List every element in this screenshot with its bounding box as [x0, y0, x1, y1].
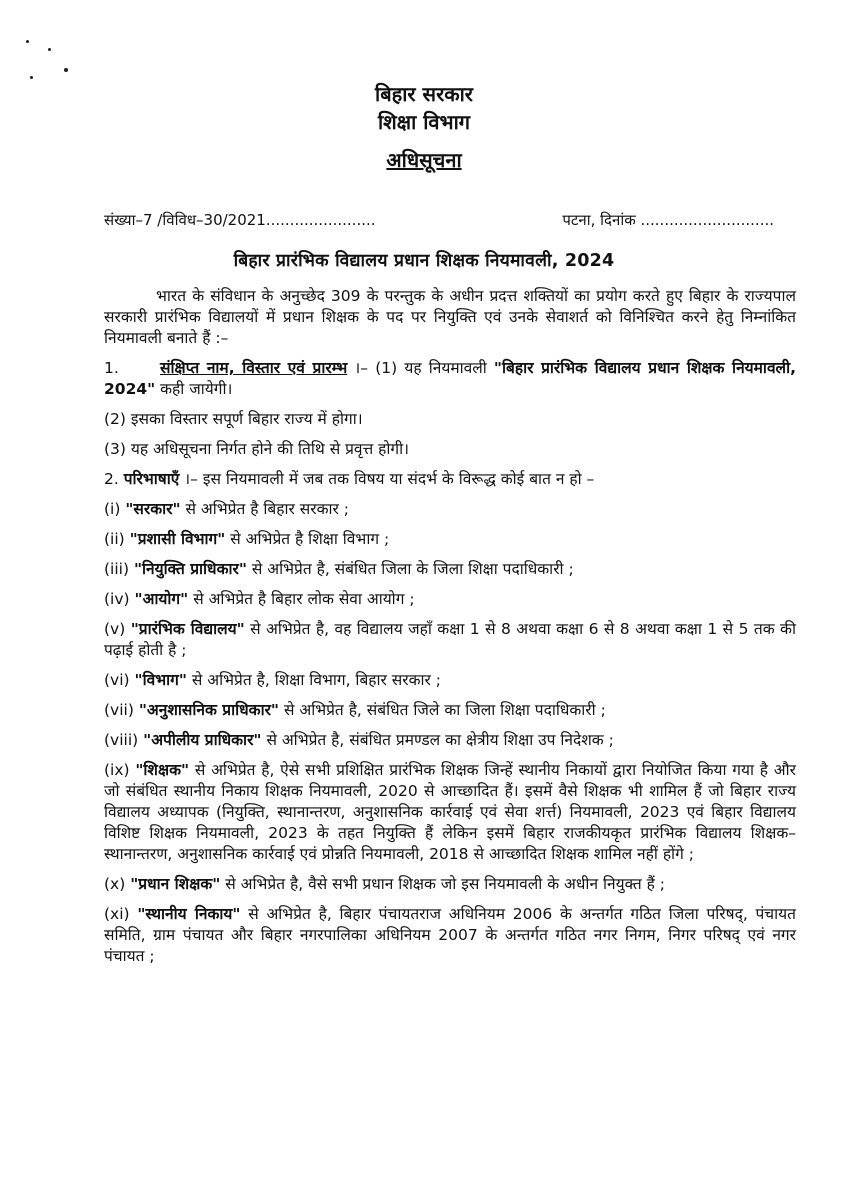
definition-text: से अभिप्रेत है, ऐसे सभी प्रशिक्षित प्रारंभिक शिक्षक जिन्हें स्थानीय निकायों द्वारा नियोजित किया गया है और जो संबंधित स्थानीय निकाय शिक्षक नियमावली, 2020 से आच्छादित हैं। इसमें वैसे शिक्षक भी शामिल हैं जो बिहार राज्य विद्यालय अध्यापक (नियुक्ति, स्थानान्तरण, अनुशासनिक कार्रवाई एवं सेवा शर्त्त) नियमावली, 2023 एवं बिहार विद्यालय विशिष्ट शिक्षक नियमावली, 2023 के तहत नियुक्ति हैं लेकिन इसमें बिहार राजकीयकृत प्रारंभिक विद्यालय शिक्षक–स्थानान्तरण, अनुशासनिक कार्रवाई एवं प्रोन्नति नियमावली, 2018 से आच्छादित शिक्षक शामिल नहीं होंगे ; — [104, 761, 796, 863]
reference-row — [104, 210, 774, 230]
definition-item — [104, 760, 796, 865]
definition-text: से अभिप्रेत है, वैसे सभी प्रधान शिक्षक जो इस नियमावली के अधीन नियुक्त हैं ; — [225, 875, 666, 893]
reference-number: संख्या–7 /विविध–30/2021....................... — [104, 211, 376, 229]
definition-item — [104, 904, 796, 967]
definition-text: से अभिप्रेत है, संबंधित प्रमण्डल का क्षेत्रीय शिक्षा उप निदेशक ; — [266, 731, 614, 749]
definition-number: (i) — [104, 500, 121, 518]
definition-term: "अनुशासनिक प्राधिकार" — [138, 701, 280, 719]
rule-number: 2. — [104, 470, 119, 488]
definition-number: (iv) — [104, 590, 130, 608]
rule-number: 1. — [104, 359, 119, 377]
definition-term: "प्रधान शिक्षक" — [130, 875, 221, 893]
department-heading: शिक्षा विभाग — [377, 110, 471, 134]
definition-number: (viii) — [104, 731, 139, 749]
government-heading: बिहार सरकार — [375, 82, 473, 106]
definition-term: "स्थानीय निकाय" — [137, 905, 241, 923]
rule-1-sub-3: (3) यह अधिसूचना निर्गत होने की तिथि से प्रवृत्त होगी। — [104, 440, 410, 458]
place-date: पटना, दिनांक ............................ — [562, 211, 774, 229]
definition-number: (xi) — [104, 905, 130, 923]
definition-term: "नियुक्ति प्राधिकार" — [133, 560, 247, 578]
definition-item — [104, 730, 796, 751]
definition-text: से अभिप्रेत है, संबंधित जिले का जिला शिक्षा पदाधिकारी ; — [283, 701, 606, 719]
rule-text: ।– (1) यह नियमावली — [354, 359, 487, 377]
definition-number: (ii) — [104, 530, 125, 548]
definition-term: "प्रारंभिक विद्यालय" — [130, 620, 245, 638]
definition-text: से अभिप्रेत है बिहार सरकार ; — [185, 500, 350, 518]
definition-item — [104, 499, 796, 520]
definition-term: "प्रशासी विभाग" — [129, 530, 226, 548]
definition-item — [104, 619, 796, 661]
rule-heading: परिभाषाएँ — [123, 470, 180, 488]
definition-number: (x) — [104, 875, 126, 893]
definition-number: (iii) — [104, 560, 130, 578]
rule-1-sub-2: (2) इसका विस्तार सपूर्ण बिहार राज्य में होगा। — [104, 410, 363, 428]
rule-2 — [104, 469, 796, 490]
definition-term: "शिक्षक" — [135, 761, 190, 779]
definition-text: से अभिप्रेत है, वह विद्यालय जहाँ कक्षा 1 से 8 अथवा कक्षा 6 से 8 अथवा कक्षा 1 से 5 तक की पढ़ाई होती है ; — [104, 620, 796, 659]
rules-name: "बिहार प्रारंभिक विद्यालय प्रधान शिक्षक नियमावली, 2024" — [104, 359, 796, 398]
definition-text: से अभिप्रेत है, संबंधित जिला के जिला शिक्षा पदाधिकारी ; — [251, 560, 574, 578]
definition-term: "आयोग" — [134, 590, 189, 608]
definition-term: "सरकार" — [125, 500, 181, 518]
definition-term: "अपीलीय प्राधिकार" — [143, 731, 262, 749]
definition-term: "विभाग" — [134, 671, 187, 689]
definition-number: (vi) — [104, 671, 130, 689]
definition-text: से अभिप्रेत है, शिक्षा विभाग, बिहार सरकार ; — [191, 671, 442, 689]
rule-text: ।– इस नियमावली में जब तक विषय या संदर्भ के विरूद्ध कोई बात न हो – — [184, 470, 595, 488]
notification-heading: अधिसूचना — [386, 148, 462, 172]
definition-item — [104, 559, 796, 580]
definition-item — [104, 670, 796, 691]
definition-number: (ix) — [104, 761, 130, 779]
rule-text: कही जायेगी। — [160, 380, 233, 398]
definition-item — [104, 529, 796, 550]
definition-text: से अभिप्रेत है बिहार लोक सेवा आयोग ; — [193, 590, 415, 608]
definition-number: (vii) — [104, 701, 134, 719]
preamble: भारत के संविधान के अनुच्छेद 309 के परन्तुक के अधीन प्रदत्त शक्तियों का प्रयोग करते हुए बिहार के राज्यपाल सरकारी प्रारंभिक विद्यालयों में प्रधान शिक्षक के पद पर नियुक्ति एवं उनके सेवाशर्त को विनिश्चित करने हेतु निम्नांकित नियमावली बनाते हैं :– — [104, 287, 796, 347]
definition-item — [104, 700, 796, 721]
rule-1 — [104, 358, 796, 400]
definition-number: (v) — [104, 620, 126, 638]
document-body — [104, 286, 796, 976]
rules-title: बिहार प्रारंभिक विद्यालय प्रधान शिक्षक नियमावली, 2024 — [233, 251, 615, 271]
rule-heading: संक्षिप्त नाम, विस्तार एवं प्रारम्भ — [159, 359, 348, 377]
definition-text: से अभिप्रेत है, बिहार पंचायतराज अधिनियम 2006 के अन्तर्गत गठित जिला परिषद्, पंचायत समिति, ग्राम पंचायत और बिहार नगरपालिका अधिनियम 2007 के अन्तर्गत गठित नगर निगम, निगर परिषद् एवं नगर पंचायत ; — [104, 905, 796, 965]
definition-item — [104, 874, 796, 895]
definition-item — [104, 589, 796, 610]
definitions-list — [104, 499, 796, 967]
definition-text: से अभिप्रेत है शिक्षा विभाग ; — [230, 530, 390, 548]
